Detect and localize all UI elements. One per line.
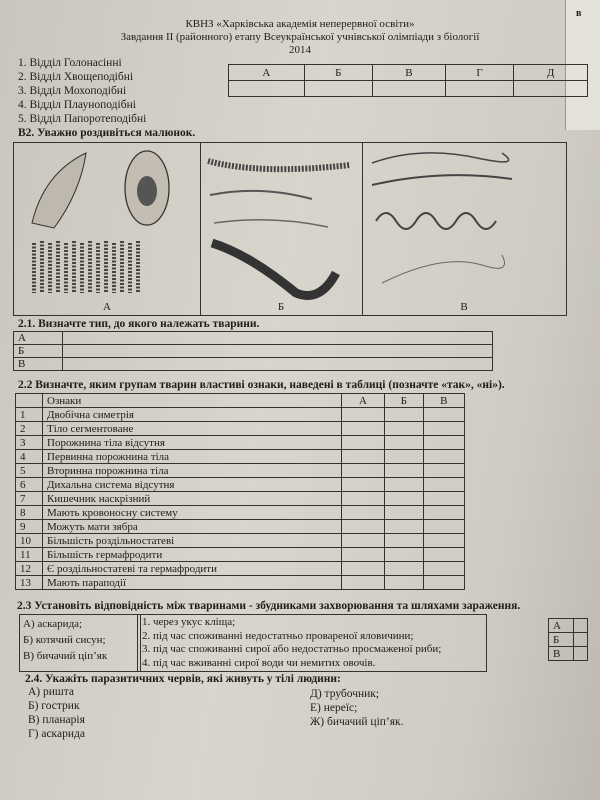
- answer-cell[interactable]: [342, 562, 385, 576]
- answer-cell[interactable]: [384, 534, 423, 548]
- q22-head-feature: Ознаки: [43, 394, 342, 408]
- answer-col-g: Г: [445, 65, 513, 81]
- q24-option: Б) гострик: [28, 700, 80, 712]
- panel-label-a: А: [103, 301, 111, 313]
- q23-way: 4. під час вживанні сирої води чи немитих овочів.: [142, 656, 376, 669]
- panel-label-b: Б: [277, 301, 285, 313]
- feature-text: Мають параподії: [43, 576, 342, 590]
- q24-option: Ж) бичачий ціп’як.: [310, 716, 404, 728]
- answer-cell[interactable]: [342, 506, 385, 520]
- row-number: 9: [16, 520, 43, 534]
- answer-cell[interactable]: [423, 548, 464, 562]
- answer-cell[interactable]: [423, 436, 464, 450]
- q21-answer[interactable]: [63, 332, 493, 345]
- q22-head-b: Б: [384, 394, 423, 408]
- b2-title: В2. Уважно роздивіться малюнок.: [18, 127, 196, 139]
- answer-cell[interactable]: [423, 562, 464, 576]
- feature-text: Вторинна порожнина тіла: [43, 464, 342, 478]
- answer-cell[interactable]: [445, 81, 513, 97]
- answer-cell[interactable]: [384, 576, 423, 590]
- feature-text: Мають кровоносну систему: [43, 506, 342, 520]
- answer-cell[interactable]: [423, 576, 464, 590]
- header-line-1: КВНЗ «Харківська академія неперервної освіти»: [185, 18, 415, 30]
- header-line-2: Завдання ІІ (районного) етапу Всеукраїнської учнівської олімпіади з біології: [120, 31, 480, 43]
- division-1: 1. Відділ Голонасінні: [18, 57, 122, 69]
- worms-figure: [13, 142, 567, 316]
- q24-option: А) ришта: [28, 686, 75, 698]
- answer-cell[interactable]: [372, 81, 445, 97]
- answer-cell[interactable]: [342, 450, 385, 464]
- answer-cell[interactable]: [342, 464, 385, 478]
- answer-cell[interactable]: [384, 436, 423, 450]
- q21-row-label: А: [14, 332, 63, 345]
- answer-cell[interactable]: [304, 81, 372, 97]
- row-number: 6: [16, 478, 43, 492]
- figure-panel-b: [200, 143, 363, 315]
- answer-cell[interactable]: [384, 506, 423, 520]
- answer-cell[interactable]: [423, 478, 464, 492]
- answer-cell[interactable]: [574, 619, 588, 633]
- q23-animal: А) аскарида;: [23, 618, 83, 630]
- q23-letter: Б: [549, 633, 574, 647]
- q24-option: Г) аскарида: [28, 728, 85, 740]
- q22-head-v: В: [423, 394, 464, 408]
- q23-way: 3. під час споживанні сирої або недостатньо просмаженої риби;: [142, 643, 442, 655]
- q21-answer[interactable]: [63, 358, 493, 371]
- answer-cell[interactable]: [574, 633, 588, 647]
- row-number: 7: [16, 492, 43, 506]
- q23-animals-box: [19, 614, 141, 672]
- row-number: 2: [16, 422, 43, 436]
- q21-row-label: В: [14, 358, 63, 371]
- answer-cell[interactable]: [229, 81, 305, 97]
- division-2: 2. Відділ Хвощеподібні: [18, 71, 134, 83]
- answer-cell[interactable]: [342, 408, 385, 422]
- q24-option: Д) трубочник;: [310, 688, 380, 700]
- answer-col-v: В: [372, 65, 445, 81]
- q22-head-a: А: [342, 394, 385, 408]
- roundworms-drawing: [362, 143, 566, 315]
- q22-table: [15, 393, 465, 590]
- feature-text: Первинна порожнина тіла: [43, 450, 342, 464]
- row-number: 1: [16, 408, 43, 422]
- answer-cell[interactable]: [423, 422, 464, 436]
- q23-way: 1. через укус кліща;: [142, 616, 236, 628]
- figure-panel-v: [362, 143, 566, 315]
- q21-row-label: Б: [14, 345, 63, 358]
- row-number: 10: [16, 534, 43, 548]
- feature-text: Є роздільностатеві та гермафродити: [43, 562, 342, 576]
- row-number: 12: [16, 562, 43, 576]
- figure-panel-a: [14, 143, 201, 315]
- q23-letter: А: [549, 619, 574, 633]
- answer-cell[interactable]: [342, 576, 385, 590]
- q21-table: [13, 331, 493, 371]
- feature-text: Дихальна система відсутня: [43, 478, 342, 492]
- answer-cell[interactable]: [514, 81, 588, 97]
- q23-animal: Б) котячий сисун;: [23, 634, 106, 646]
- q22-num-header: [16, 394, 43, 408]
- answer-cell[interactable]: [384, 548, 423, 562]
- answer-cell[interactable]: [384, 408, 423, 422]
- side-tab-text: в: [576, 8, 582, 19]
- q23-animal: В) бичачий ціп’як: [23, 650, 108, 662]
- row-number: 5: [16, 464, 43, 478]
- q21-answer[interactable]: [63, 345, 493, 358]
- answer-cell[interactable]: [384, 450, 423, 464]
- q24-title: 2.4. Укажіть паразитичних червів, які живуть у тілі людини:: [25, 673, 341, 685]
- answer-cell[interactable]: [342, 436, 385, 450]
- feature-text: Тіло сегментоване: [43, 422, 342, 436]
- q21-title: 2.1. Визначте тип, до якого належать тварини.: [18, 318, 260, 330]
- q24-option: Е) нереїс;: [310, 702, 358, 714]
- answer-cell[interactable]: [423, 450, 464, 464]
- q23-letter: В: [549, 647, 574, 661]
- header-line-3: 2014: [289, 44, 311, 56]
- q22-title: 2.2 Визначте, яким групам тварин властиві ознаки, наведені в таблиці (позначте «так», «ні»).: [18, 379, 505, 391]
- answer-cell[interactable]: [574, 647, 588, 661]
- answer-cell[interactable]: [423, 492, 464, 506]
- answer-cell[interactable]: [423, 464, 464, 478]
- feature-text: Кишечник наскрізний: [43, 492, 342, 506]
- answer-cell[interactable]: [384, 422, 423, 436]
- answer-cell[interactable]: [384, 478, 423, 492]
- answer-cell[interactable]: [342, 548, 385, 562]
- feature-text: Більшість роздільностатеві: [43, 534, 342, 548]
- feature-text: Можуть мати зябра: [43, 520, 342, 534]
- q24-option: В) планарія: [28, 714, 85, 726]
- answer-cell[interactable]: [384, 492, 423, 506]
- answer-cell[interactable]: [384, 562, 423, 576]
- answer-cell[interactable]: [423, 520, 464, 534]
- answer-cell[interactable]: [342, 520, 385, 534]
- division-5: 5. Відділ Папоротеподібні: [18, 113, 147, 125]
- q23-answer-table: [548, 618, 588, 661]
- panel-label-v: В: [460, 301, 468, 313]
- division-3: 3. Відділ Мохоподібні: [18, 85, 127, 97]
- feature-text: Порожнина тіла відсутня: [43, 436, 342, 450]
- q23-title: 2.3 Установіть відповідність між тваринами - збудниками захворювання та шляхами зараження.: [17, 600, 521, 612]
- answer-cell[interactable]: [423, 506, 464, 520]
- answer-cell[interactable]: [342, 492, 385, 506]
- answer-cell[interactable]: [423, 534, 464, 548]
- row-number: 3: [16, 436, 43, 450]
- annelids-drawing: [200, 143, 362, 315]
- answer-col-d: Д: [514, 65, 588, 81]
- answer-cell[interactable]: [384, 520, 423, 534]
- feature-text: Більшість гермафродити: [43, 548, 342, 562]
- row-number: 4: [16, 450, 43, 464]
- division-4: 4. Відділ Плауноподібні: [18, 99, 136, 111]
- answer-cell[interactable]: [342, 534, 385, 548]
- q23-ways-box: [137, 614, 487, 672]
- answer-col-a: А: [229, 65, 305, 81]
- divisions-answer-table: [228, 64, 588, 97]
- row-number: 13: [16, 576, 43, 590]
- row-number: 8: [16, 506, 43, 520]
- answer-cell[interactable]: [342, 478, 385, 492]
- answer-col-b: Б: [304, 65, 372, 81]
- q23-way: 2. під час споживанні недостатньо провареної яловичини;: [142, 629, 414, 642]
- feature-text: Двобічна симетрія: [43, 408, 342, 422]
- answer-cell[interactable]: [342, 422, 385, 436]
- answer-cell[interactable]: [384, 464, 423, 478]
- row-number: 11: [16, 548, 43, 562]
- flatworms-drawing: [14, 143, 200, 315]
- answer-cell[interactable]: [423, 408, 464, 422]
